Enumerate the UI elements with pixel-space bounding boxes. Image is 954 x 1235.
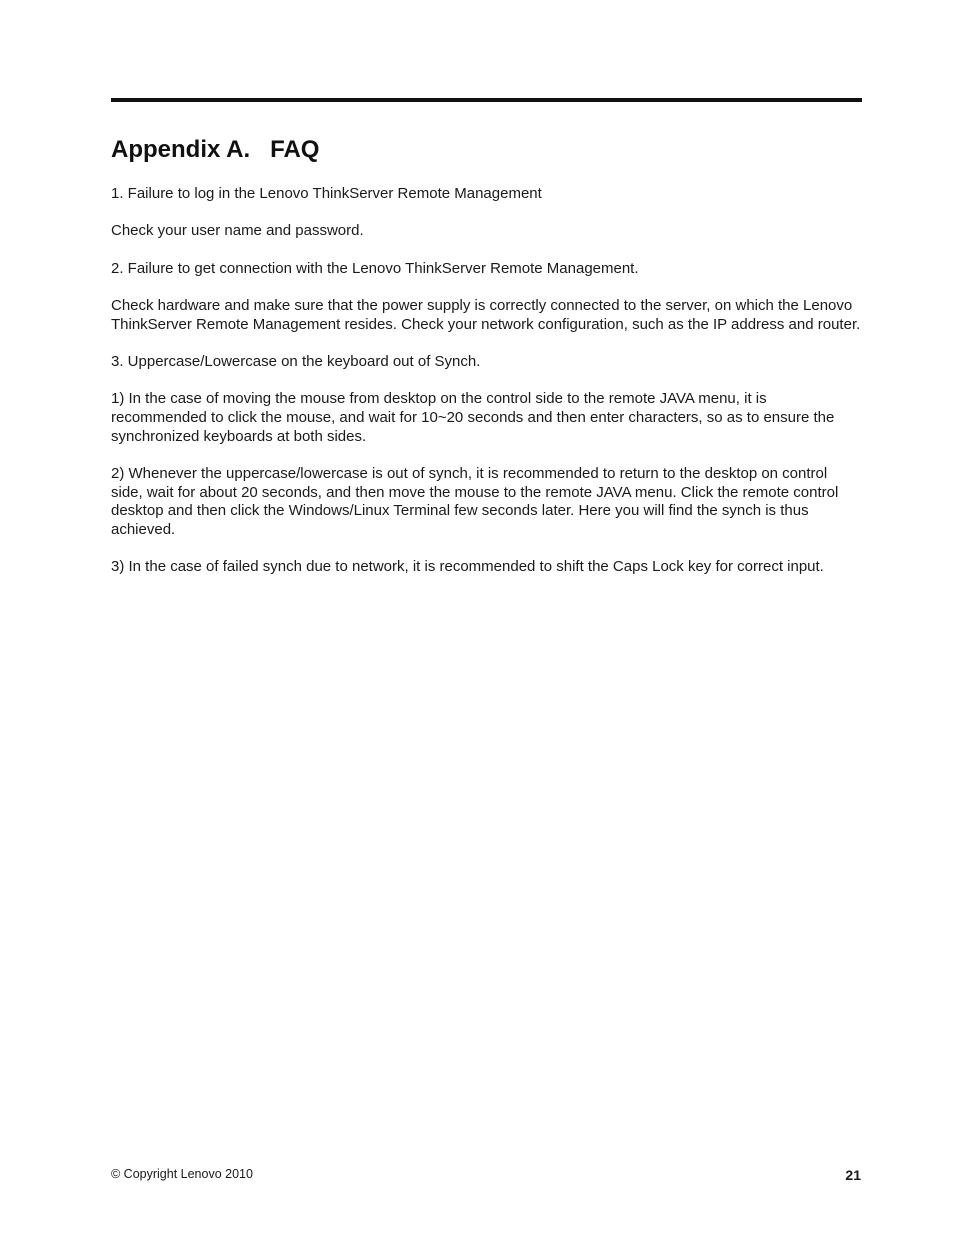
faq-answer-2: Check hardware and make sure that the power supply is correctly connected to the server, on which the Lenovo ThinkServer Remote Management resides. Check your network configuration, such as the IP address and router. <box>111 296 861 333</box>
page-number: 21 <box>845 1167 861 1183</box>
faq-answer-3-step-2: 2) Whenever the uppercase/lowercase is out of synch, it is recommended to return to the desktop on control side, wait for about 20 seconds, and then move the mouse to the remote JAVA menu. Click the remote control desktop and then click the Windows/Linux Terminal few seconds later. Here you will find the synch is thus achieved. <box>111 464 839 538</box>
faq-answer-3-step-3: 3) In the case of failed synch due to network, it is recommended to shift the Caps Lock key for correct input. <box>111 558 824 576</box>
header-rule <box>111 98 862 102</box>
faq-content <box>111 185 862 596</box>
faq-question-1: 1. Failure to log in the Lenovo ThinkServer Remote Management <box>111 185 542 202</box>
faq-answer-1: Check your user name and password. <box>111 222 364 240</box>
faq-question-2: 2. Failure to get connection with the Lenovo ThinkServer Remote Management. <box>111 259 639 277</box>
faq-question-3: 3. Uppercase/Lowercase on the keyboard out of Synch. <box>111 352 481 370</box>
page-title: Appendix A. FAQ <box>111 136 320 163</box>
copyright-notice: © Copyright Lenovo 2010 <box>111 1167 253 1181</box>
faq-answer-3-step-1: 1) In the case of moving the mouse from desktop on the control side to the remote JAVA menu, it is recommended to click the mouse, and wait for 10~20 seconds and then enter characters, so as to ensure the synchronized keyboards at both sides. <box>111 390 835 445</box>
